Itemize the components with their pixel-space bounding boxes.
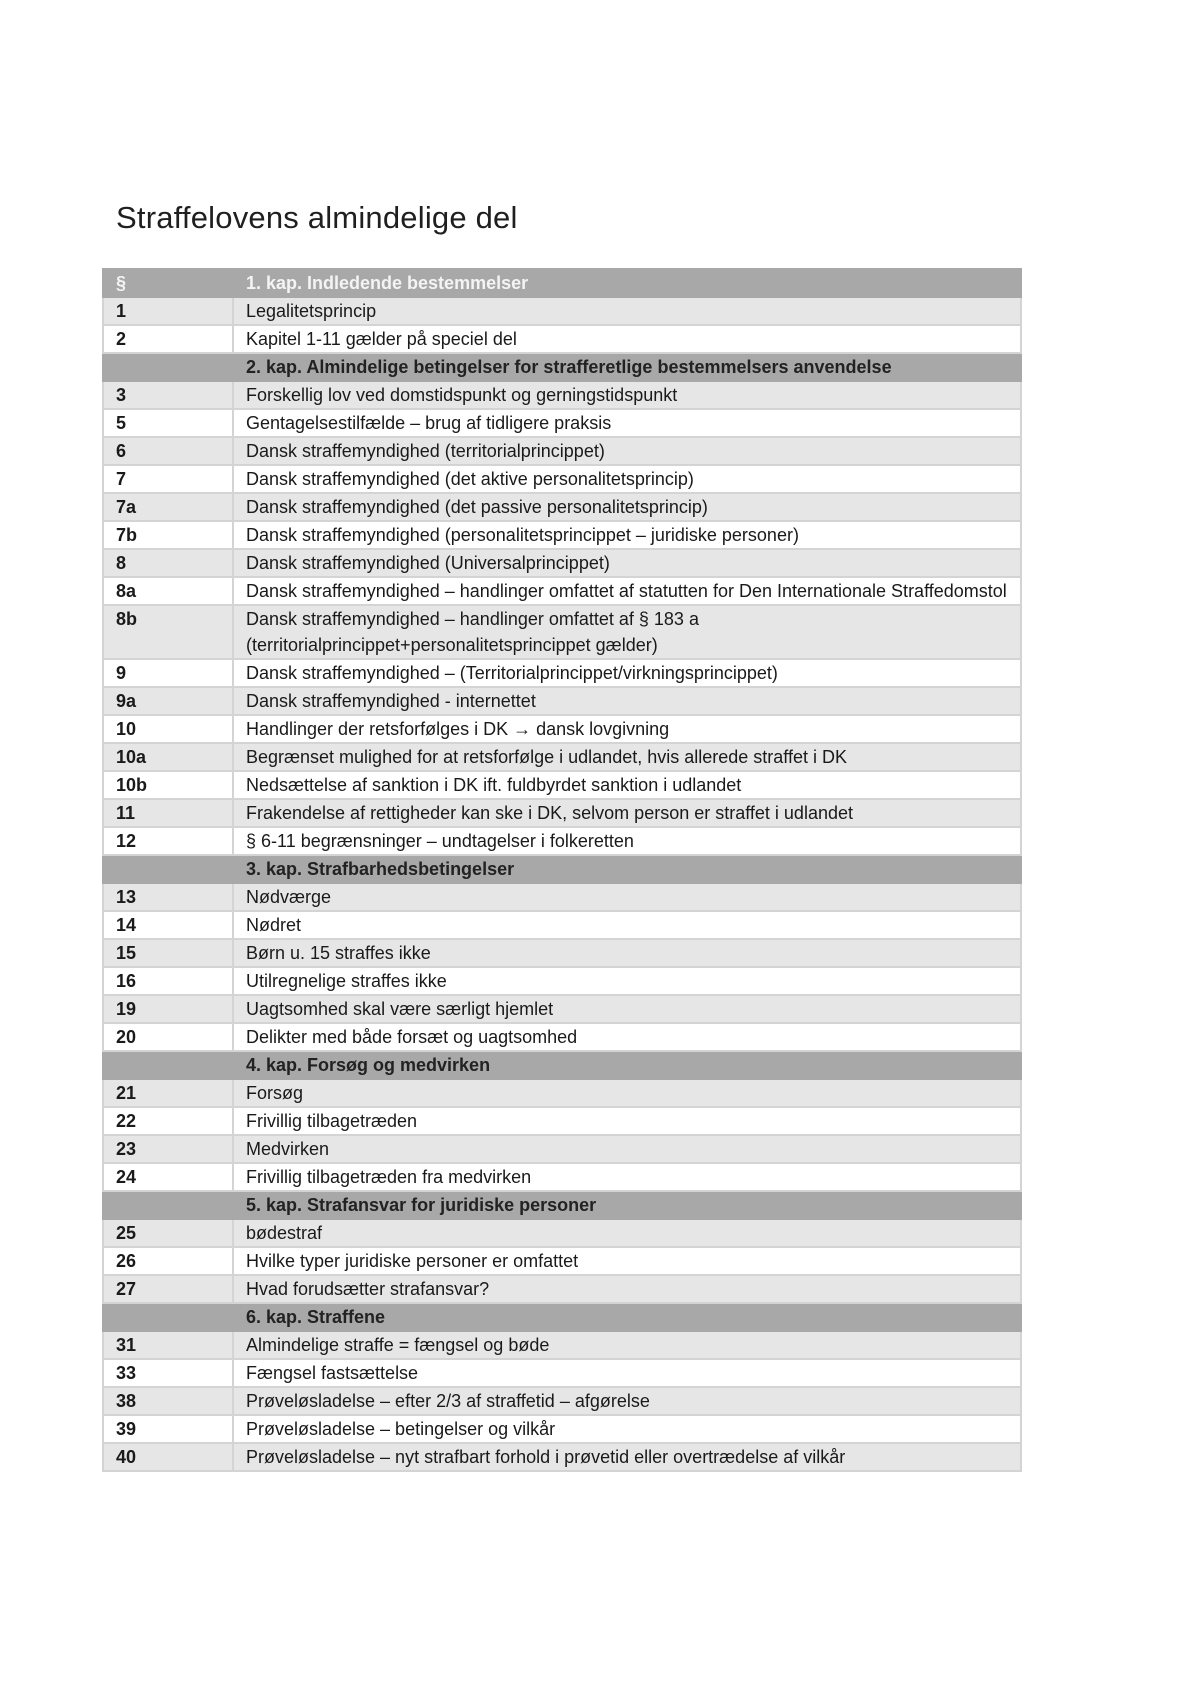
section-description-cell: Dansk straffemyndighed (personalitetsprincippet – juridiske personer) xyxy=(233,521,1021,549)
table-row xyxy=(103,409,1021,437)
table-row xyxy=(103,827,1021,855)
law-table xyxy=(102,268,1022,1472)
chapter-row xyxy=(103,1303,1021,1331)
table-row xyxy=(103,1443,1021,1471)
section-number-cell: 9a xyxy=(103,687,233,715)
section-number-cell: 8a xyxy=(103,577,233,605)
section-number-cell: 22 xyxy=(103,1107,233,1135)
section-description-cell: Hvilke typer juridiske personer er omfattet xyxy=(233,1247,1021,1275)
chapter-section-cell xyxy=(103,855,233,883)
section-description-cell: Prøveløsladelse – nyt strafbart forhold i prøvetid eller overtrædelse af vilkår xyxy=(233,1443,1021,1471)
chapter-row xyxy=(103,353,1021,381)
chapter-title-cell: 6. kap. Straffene xyxy=(233,1303,1021,1331)
section-number-cell: 16 xyxy=(103,967,233,995)
table-row xyxy=(103,605,1021,659)
section-description-cell: Dansk straffemyndighed (det aktive personalitetsprincip) xyxy=(233,465,1021,493)
section-number-cell: 21 xyxy=(103,1079,233,1107)
section-description-cell: Fængsel fastsættelse xyxy=(233,1359,1021,1387)
chapter-section-cell xyxy=(103,353,233,381)
section-description-cell: Nedsættelse af sanktion i DK ift. fuldbyrdet sanktion i udlandet xyxy=(233,771,1021,799)
chapter-row xyxy=(103,1051,1021,1079)
section-number-cell: 31 xyxy=(103,1331,233,1359)
section-description-cell: Nødværge xyxy=(233,883,1021,911)
section-number-cell: 23 xyxy=(103,1135,233,1163)
chapter-section-cell xyxy=(103,1191,233,1219)
section-number-cell: 3 xyxy=(103,381,233,409)
table-row xyxy=(103,715,1021,743)
section-number-cell: 8 xyxy=(103,549,233,577)
table-row xyxy=(103,521,1021,549)
section-number-cell: 9 xyxy=(103,659,233,687)
section-description-cell: Dansk straffemyndighed – handlinger omfattet af statutten for Den Internationale Straffedomstol xyxy=(233,577,1021,605)
section-number-cell: 7b xyxy=(103,521,233,549)
chapter-title-cell: 5. kap. Strafansvar for juridiske personer xyxy=(233,1191,1021,1219)
table-row xyxy=(103,687,1021,715)
section-number-cell: 5 xyxy=(103,409,233,437)
section-number-cell: 39 xyxy=(103,1415,233,1443)
table-row xyxy=(103,381,1021,409)
section-number-cell: 7 xyxy=(103,465,233,493)
section-number-cell: 40 xyxy=(103,1443,233,1471)
section-number-cell: 27 xyxy=(103,1275,233,1303)
section-number-cell: 20 xyxy=(103,1023,233,1051)
chapter-section-cell xyxy=(103,1051,233,1079)
section-description-cell: Gentagelsestilfælde – brug af tidligere praksis xyxy=(233,409,1021,437)
section-description-cell: Utilregnelige straffes ikke xyxy=(233,967,1021,995)
section-description-cell: Dansk straffemyndighed – (Territorialprincippet/virkningsprincippet) xyxy=(233,659,1021,687)
chapter-title-cell: 4. kap. Forsøg og medvirken xyxy=(233,1051,1021,1079)
table-row xyxy=(103,1415,1021,1443)
table-row xyxy=(103,911,1021,939)
section-description-cell: Dansk straffemyndighed – handlinger omfattet af § 183 a (territorialprincippet+personalitetsprincippet gælder) xyxy=(233,605,1021,659)
table-row xyxy=(103,1023,1021,1051)
table-row xyxy=(103,967,1021,995)
section-description-cell: Uagtsomhed skal være særligt hjemlet xyxy=(233,995,1021,1023)
chapter-title-cell: 2. kap. Almindelige betingelser for strafferetlige bestemmelsers anvendelse xyxy=(233,353,1021,381)
section-number-cell: 12 xyxy=(103,827,233,855)
section-number-cell: 38 xyxy=(103,1387,233,1415)
section-description-cell: § 6-11 begrænsninger – undtagelser i folkeretten xyxy=(233,827,1021,855)
section-description-cell: Dansk straffemyndighed (territorialprincippet) xyxy=(233,437,1021,465)
table-row xyxy=(103,437,1021,465)
chapter-section-cell xyxy=(103,1303,233,1331)
section-number-cell: 24 xyxy=(103,1163,233,1191)
table-row xyxy=(103,743,1021,771)
table-row xyxy=(103,1387,1021,1415)
table-row xyxy=(103,577,1021,605)
section-description-cell: Forsøg xyxy=(233,1079,1021,1107)
table-row xyxy=(103,325,1021,353)
section-number-cell: 6 xyxy=(103,437,233,465)
section-number-cell: 8b xyxy=(103,605,233,659)
chapter-title-cell: 3. kap. Strafbarhedsbetingelser xyxy=(233,855,1021,883)
section-description-cell: Nødret xyxy=(233,911,1021,939)
table-row xyxy=(103,1219,1021,1247)
table-row xyxy=(103,297,1021,325)
table-row xyxy=(103,659,1021,687)
table-row xyxy=(103,1247,1021,1275)
section-header-cell: § xyxy=(103,269,233,297)
section-description-cell: Frivillig tilbagetræden fra medvirken xyxy=(233,1163,1021,1191)
section-description-cell: Frakendelse af rettigheder kan ske i DK, selvom person er straffet i udlandet xyxy=(233,799,1021,827)
section-description-cell: Handlinger der retsforfølges i DK → dansk lovgivning xyxy=(233,715,1021,743)
table-row xyxy=(103,1275,1021,1303)
table-row xyxy=(103,771,1021,799)
section-description-cell: Dansk straffemyndighed (det passive personalitetsprincip) xyxy=(233,493,1021,521)
section-number-cell: 15 xyxy=(103,939,233,967)
chapter-header-cell: 1. kap. Indledende bestemmelser xyxy=(233,269,1021,297)
section-description-cell: Børn u. 15 straffes ikke xyxy=(233,939,1021,967)
section-description-cell: Medvirken xyxy=(233,1135,1021,1163)
table-row xyxy=(103,799,1021,827)
section-description-cell: Prøveløsladelse – betingelser og vilkår xyxy=(233,1415,1021,1443)
table-row xyxy=(103,1331,1021,1359)
section-number-cell: 25 xyxy=(103,1219,233,1247)
section-number-cell: 26 xyxy=(103,1247,233,1275)
section-number-cell: 10a xyxy=(103,743,233,771)
table-header-row xyxy=(103,269,1021,297)
section-description-cell: Frivillig tilbagetræden xyxy=(233,1107,1021,1135)
table-row xyxy=(103,939,1021,967)
section-number-cell: 1 xyxy=(103,297,233,325)
section-number-cell: 11 xyxy=(103,799,233,827)
law-table-body xyxy=(103,269,1021,1471)
section-description-cell: bødestraf xyxy=(233,1219,1021,1247)
section-number-cell: 19 xyxy=(103,995,233,1023)
section-description-cell: Almindelige straffe = fængsel og bøde xyxy=(233,1331,1021,1359)
section-description-cell: Begrænset mulighed for at retsforfølge i udlandet, hvis allerede straffet i DK xyxy=(233,743,1021,771)
section-number-cell: 13 xyxy=(103,883,233,911)
chapter-row xyxy=(103,1191,1021,1219)
chapter-row xyxy=(103,855,1021,883)
section-number-cell: 33 xyxy=(103,1359,233,1387)
table-row xyxy=(103,1163,1021,1191)
section-description-cell: Hvad forudsætter strafansvar? xyxy=(233,1275,1021,1303)
table-row xyxy=(103,995,1021,1023)
section-description-cell: Kapitel 1-11 gælder på speciel del xyxy=(233,325,1021,353)
section-number-cell: 7a xyxy=(103,493,233,521)
section-description-cell: Delikter med både forsæt og uagtsomhed xyxy=(233,1023,1021,1051)
page-title: Straffelovens almindelige del xyxy=(116,200,518,235)
table-row xyxy=(103,1359,1021,1387)
section-number-cell: 2 xyxy=(103,325,233,353)
section-description-cell: Legalitetsprincip xyxy=(233,297,1021,325)
table-row xyxy=(103,493,1021,521)
section-description-cell: Prøveløsladelse – efter 2/3 af straffetid – afgørelse xyxy=(233,1387,1021,1415)
table-row xyxy=(103,1135,1021,1163)
section-description-cell: Forskellig lov ved domstidspunkt og gerningstidspunkt xyxy=(233,381,1021,409)
table-row xyxy=(103,465,1021,493)
table-row xyxy=(103,883,1021,911)
table-row xyxy=(103,1079,1021,1107)
section-description-cell: Dansk straffemyndighed - internettet xyxy=(233,687,1021,715)
section-number-cell: 10b xyxy=(103,771,233,799)
table-row xyxy=(103,1107,1021,1135)
section-description-cell: Dansk straffemyndighed (Universalprincippet) xyxy=(233,549,1021,577)
section-number-cell: 10 xyxy=(103,715,233,743)
table-row xyxy=(103,549,1021,577)
section-number-cell: 14 xyxy=(103,911,233,939)
